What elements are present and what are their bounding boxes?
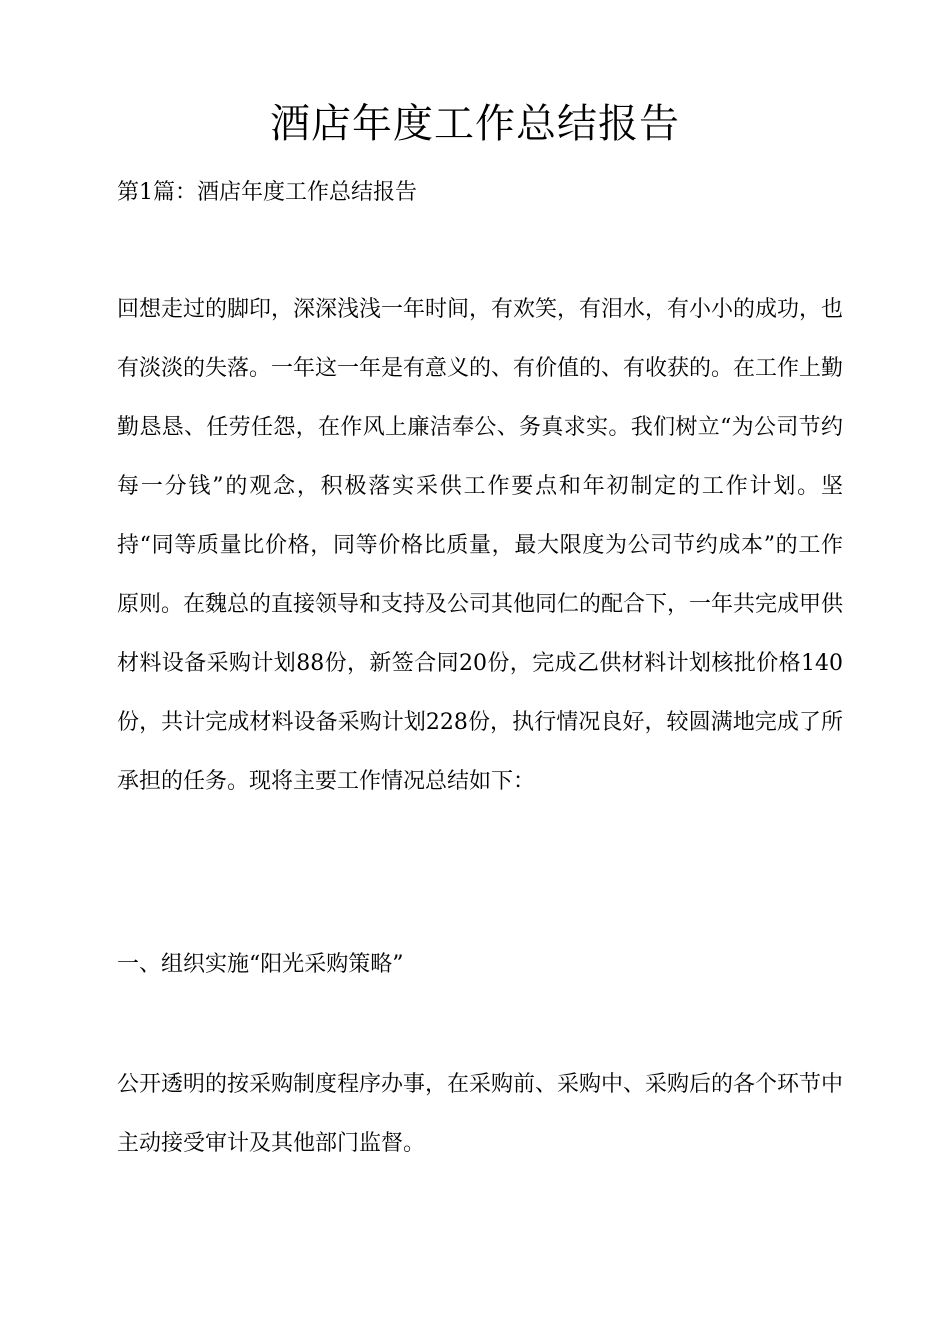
section-heading-1: 一、组织实施“阳光采购策略” <box>117 952 404 977</box>
document-title: 酒店年度工作总结报告 <box>270 101 680 147</box>
document-subtitle: 第1篇：酒店年度工作总结报告 <box>117 180 417 205</box>
paragraph-section-1: 公开透明的按采购制度程序办事，在采购前、采购中、采购后的各个环节中主动接受审计及其他部门监督。 <box>117 1072 844 1156</box>
paragraph-intro: 回想走过的脚印，深深浅浅一年时间，有欢笑，有泪水，有小小的成功，也有淡淡的失落。一年这一年是有意义的、有价值的、有收获的。在工作上勤勤恳恳、任劳任怨，在作风上廉洁奉公、务真求实。我们树立“为公司节约每一分钱”的观念，积极落实采供工作要点和年初制定的工作计划。坚持“同等质量比价格，同等价格比质量，最大限度为公司节约成本”的工作原则。在魏总的直接领导和支持及公司其他同仁的配合下，一年共完成甲供材料设备采购计划88份，新签合同20份，完成乙供材料计划核批价格140份，共计完成材料设备采购计划228份，执行情况良好，较圆满地完成了所承担的任务。现将主要工作情况总结如下： <box>117 297 844 794</box>
